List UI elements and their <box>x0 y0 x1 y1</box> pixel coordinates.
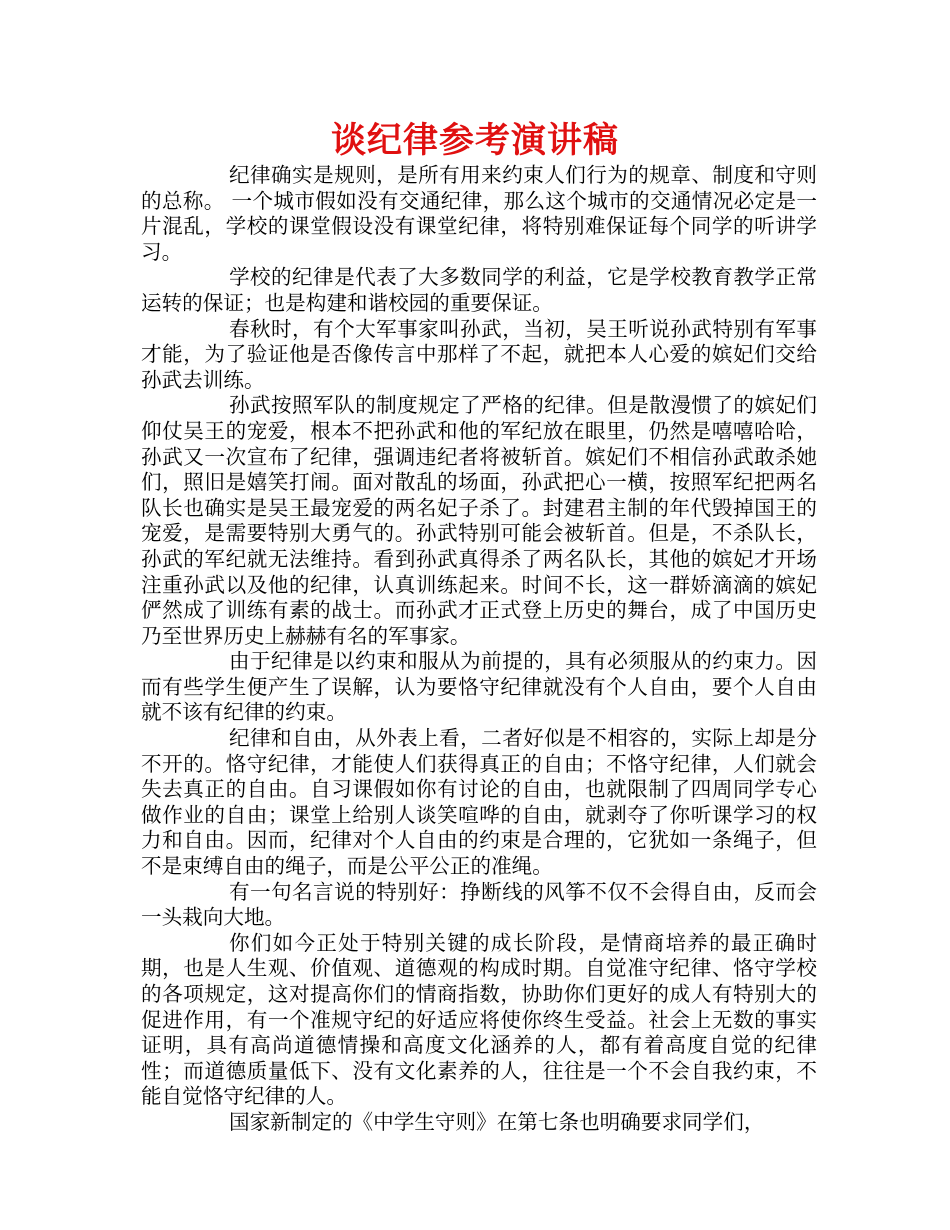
paragraph: 学校的纪律是代表了大多数同学的利益，它是学校教育教学正常运转的保证；也是构建和谐校园的重要保证。 <box>141 265 817 315</box>
paragraph: 你们如今正处于特别关键的成长阶段，是情商培养的最正确时期，也是人生观、价值观、道德观的构成时期。自觉准守纪律、恪守学校的各项规定，这对提高你们的情商指数，协助你们更好的成人有特别大的促进作用，有一个准规守纪的好适应将使你终生受益。社会上无数的事实证明，具有高尚道德情操和高度文化涵养的人，都有着高度自觉的纪律性；而道德质量低下、没有文化素养的人，往往是一个不会自我约束，不能自觉恪守纪律的人。 <box>141 930 817 1109</box>
paragraph: 纪律确实是规则，是所有用来约束人们行为的规章、制度和守则的总称。 一个城市假如没有交通纪律，那么这个城市的交通情况必定是一片混乱，学校的课堂假设没有课堂纪律，将特别难保证每个同学的听讲学习。 <box>141 163 817 264</box>
paragraph: 纪律和自由，从外表上看，二者好似是不相容的，实际上却是分不开的。恪守纪律，才能使人们获得真正的自由；不恪守纪律，人们就会失去真正的自由。自习课假如你有讨论的自由，也就限制了四周同学专心做作业的自由；课堂上给别人谈笑喧哗的自由，就剥夺了你听课学习的权力和自由。因而，纪律对个人自由的约束是合理的，它犹如一条绳子，但不是束缚自由的绳子，而是公平公正的准绳。 <box>141 726 817 879</box>
paragraph: 春秋时，有个大军事家叫孙武，当初，吴王听说孙武特别有军事才能，为了验证他是否像传言中那样了不起，就把本人心爱的嫔妃们交给孙武去训练。 <box>141 316 817 392</box>
paragraph: 有一句名言说的特别好：挣断线的风筝不仅不会得自由，反而会一头栽向大地。 <box>141 879 817 930</box>
paragraph: 孙武按照军队的制度规定了严格的纪律。但是散漫惯了的嫔妃们仰仗吴王的宠爱，根本不把孙武和他的军纪放在眼里，仍然是嘻嘻哈哈，孙武又一次宣布了纪律，强调违纪者将被斩首。嫔妃们不相信孙武敢杀她们，照旧是嬉笑打闹。面对散乱的场面，孙武把心一横，按照军纪把两名队长也确实是吴王最宠爱的两名妃子杀了。封建君主制的年代毁掉国王的宠爱，是需要特别大勇气的。孙武特别可能会被斩首。但是，不杀队长，孙武的军纪就无法维持。看到孙武真得杀了两名队长，其他的嫔妃才开场注重孙武以及他的纪律，认真训练起来。时间不长，这一群娇滴滴的嫔妃俨然成了训练有素的战士。而孙武才正式登上历史的舞台，成了中国历史乃至世界历史上赫赫有名的军事家。 <box>141 393 817 648</box>
paragraph: 国家新制定的《中学生守则》在第七条也明确要求同学们， <box>229 1109 765 1134</box>
document-body <box>141 163 817 1136</box>
document-title: 谈纪律参考演讲稿 <box>330 121 619 161</box>
paragraph: 由于纪律是以约束和服从为前提的，具有必须服从的约束力。因而有些学生便产生了误解，认为要恪守纪律就没有个人自由，要个人自由就不该有纪律的约束。 <box>141 649 817 725</box>
